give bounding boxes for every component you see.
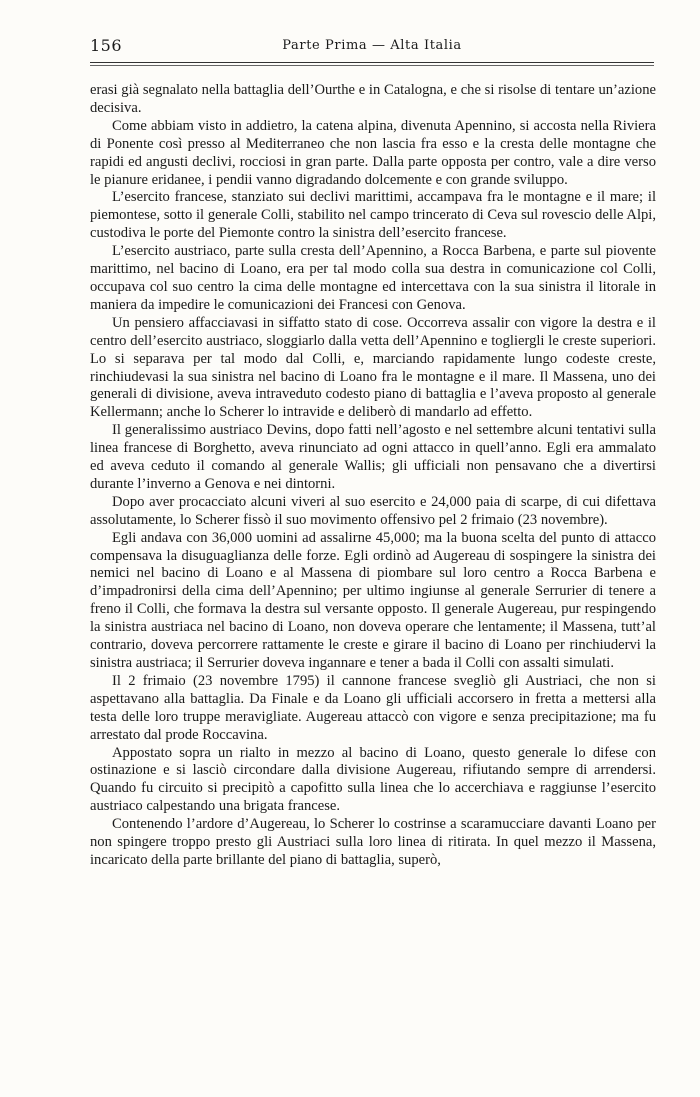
paragraph: L’esercito austriaco, parte sulla cresta dell’Apennino, a Rocca Barbena, e parte sul piovente marittimo, nel bacino di Loano, era per tal modo colla sua destra in comunicazione col Colli, occupava col suo centro la cima delle montagne ed intercettava con la sua sinistra il litorale in maniera da impedire le comunicazioni dei Francesi con Genova. [90,243,656,313]
running-head: Parte Prima — Alta Italia [282,38,462,53]
page-header [90,36,654,58]
paragraph: Contenendo l’ardore d’Augereau, lo Scherer lo costrinse a scaramucciare davanti Loano per non spingere troppo presto gli Austriaci sulla loro linea di ritirata. In quel mezzo il Massena, incaricato della parte brillante del piano di battaglia, superò, [90,816,656,868]
paragraph: Un pensiero affacciavasi in siffatto stato di cose. Occorreva assalir con vigore la destra e il centro dell’esercito austriaco, sloggiarlo dalla vetta dell’Apennino e togliergli le creste superiori. Lo si separava per tal modo dal Colli, e, marciando rapidamente lungo codeste creste, rinchiudevasi la sua sinistra nel bacino di Loano fra le montagne e il mare. Il Massena, uno dei generali di divisione, aveva intraveduto codesto piano di battaglia e l’aveva proposto al generale Kellermann; anche lo Scherer lo intravide e deliberò di mandarlo ad effetto. [90,314,656,421]
header-rule-thin [90,65,654,66]
paragraph: Dopo aver procacciato alcuni viveri al suo esercito e 24,000 paia di scarpe, di cui difettava assolutamente, lo Scherer fissò il suo movimento offensivo pel 2 frimaio (23 novembre). [90,493,656,528]
paragraph: Il generalissimo austriaco Devins, dopo fatti nell’agosto e nel settembre alcuni tentativi sulla linea francese di Borghetto, aveva rinunciato ad ogni attacco in quell’anno. Egli era ammalato ed aveva ceduto il comando al generale Wallis; gli ufficiali non pensavano che a divertirsi durante l’inverno a Genova e nei dintorni. [90,422,656,492]
page-number: 156 [90,36,123,55]
paragraph: Egli andava con 36,000 uomini ad assalirne 45,000; ma la buona scelta del punto di attacco compensava la disuguaglianza delle forze. Egli ordinò ad Augereau di sospingere la sinistra dei nemici nel bacino di Loano e al Massena di piombare sul loro centro a Rocca Barbena e d’impadronirsi della cima dell’Apennino; per ultimo ingiunse al generale Serrurier di tenere a freno il Colli, che formava la destra sul versante opposto. Il generale Augereau, pur respingendo la sinistra austriaca nel bacino di Loano, non doveva operare che lentamente; il Massena, tutt’al contrario, doveva percorrere rattamente le creste e girare il bacino di Loano per rinchiudervi la sinistra austriaca; il Serrurier doveva ingannare e tener a bada il Colli con assalti simulati. [90,529,656,671]
body-text [90,82,656,870]
header-rule [90,62,654,63]
paragraph: Il 2 frimaio (23 novembre 1795) il cannone francese svegliò gli Austriaci, che non si aspettavano alla battaglia. Da Finale e da Loano gli ufficiali accorsero in fretta a mettersi alla testa delle loro truppe meravigliate. Augereau attaccò con vigore e senza precipitazione; ma fu arrestato dal prode Roccavina. [90,672,656,743]
paragraph: Appostato sopra un rialto in mezzo al bacino di Loano, questo generale lo difese con ostinazione e si lasciò circondare dalla divisione Augereau, rifiutando sempre di arrendersi. Quando fu circuito si precipitò a capofitto sulla linea che lo accerchiava e raggiunse l’esercito austriaco calpestando una brigata francese. [90,744,656,815]
paragraph-continued: erasi già segnalato nella battaglia dell’Ourthe e in Catalogna, e che si risolse di tentare un’azione decisiva. [90,82,656,116]
paragraph: Come abbiam visto in addietro, la catena alpina, divenuta Apennino, si accosta nella Riviera di Ponente così presso al Mediterraneo che non lascia fra esso e la cresta delle montagne che rapidi ed angusti declivi, rocciosi in gran parte. Dalla parte opposta per contro, vale a dire verso le pianure eridanee, i pendii vanno digradando dolcemente e con grande sviluppo. [90,117,656,188]
paragraph: L’esercito francese, stanziato sui declivi marittimi, accampava fra le montagne e il mare; il piemontese, sotto il generale Colli, stabilito nel campo trincerato di Ceva sul rovescio delle Alpi, custodiva le porte del Piemonte contro la sinistra dell’esercito francese. [90,189,656,242]
